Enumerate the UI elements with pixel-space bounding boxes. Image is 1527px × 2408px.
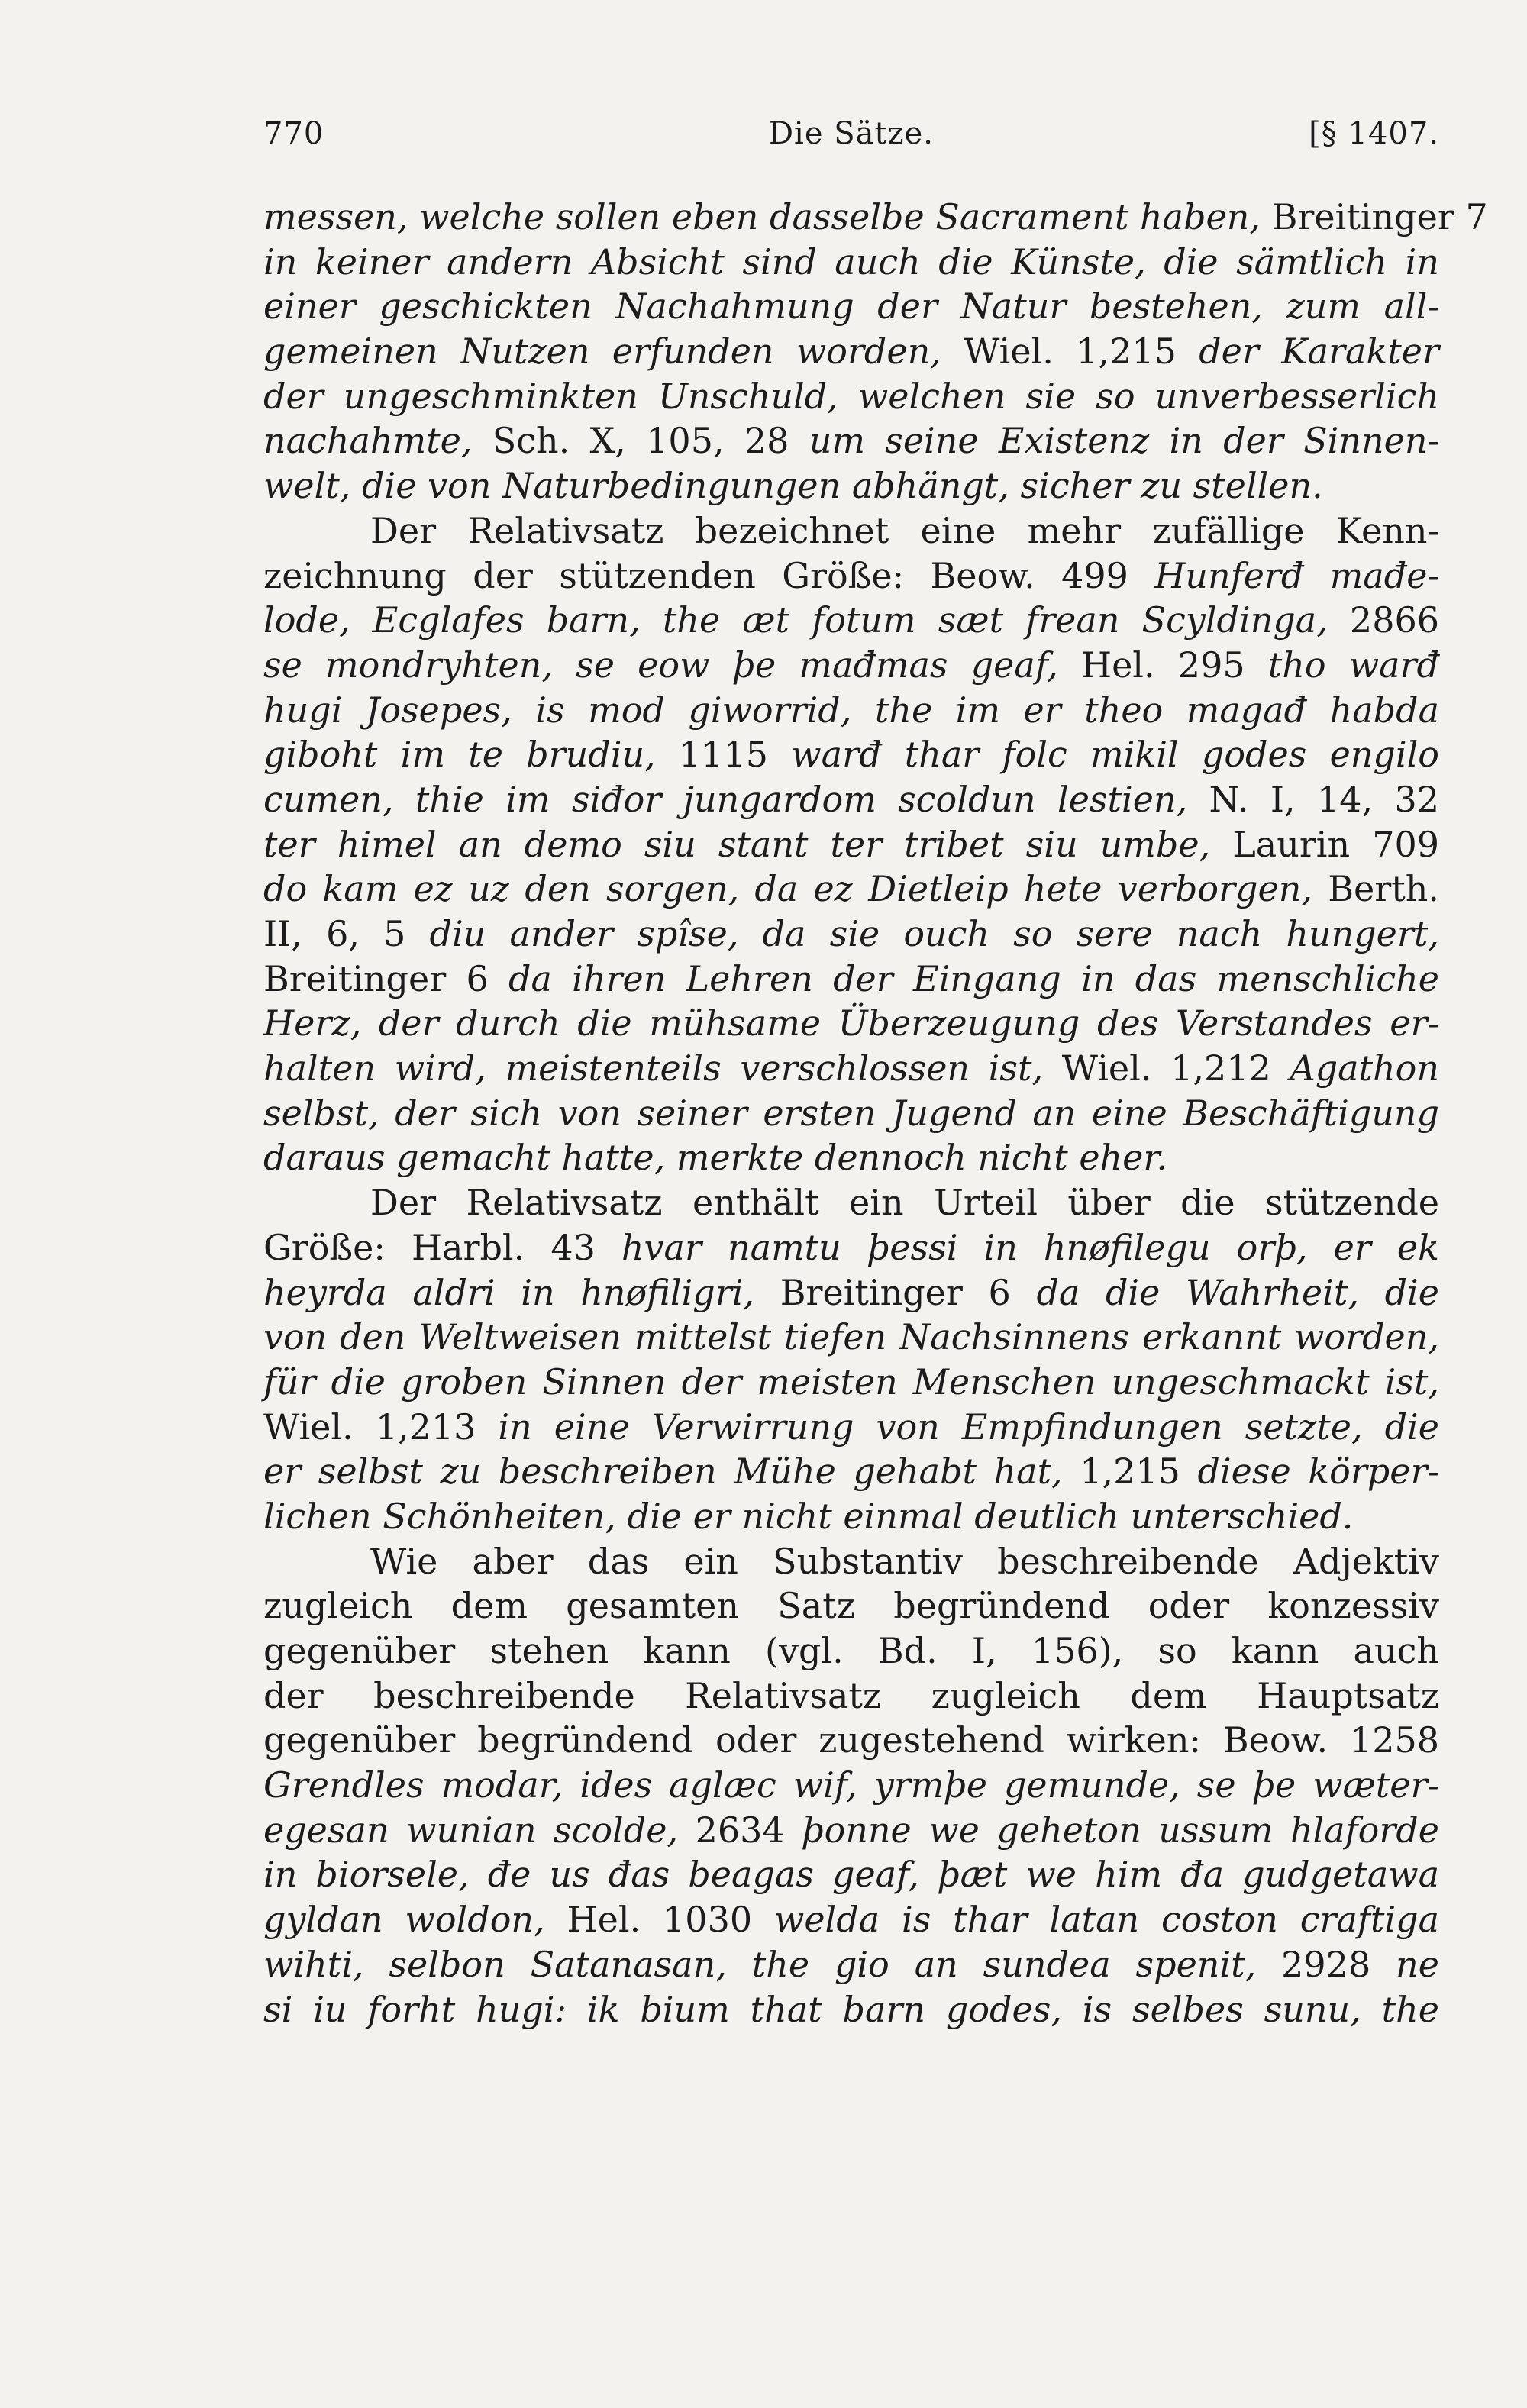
text-line [263,643,1439,688]
page-number: 770 [263,116,324,151]
quotation-segment: einer geschickten Nachahmung der Natur bestehen, zum all- [263,286,1439,328]
quotation-segment: Grendles modar, ides aglæc wif, yrmþe gemunde, se þe wæter- [263,1764,1439,1806]
citation-segment: N. I, 14, 32 [1209,778,1439,820]
quotation-segment: hugi Josepes, is mod giworrid, the im er theo magađ habda [263,689,1439,731]
quotation-segment: für die groben Sinnen der meisten Menschen ungeschmackt ist, [263,1361,1439,1403]
text-line [263,1315,1439,1360]
text-line [263,463,1439,508]
citation-segment: Der Relativsatz bezeichnet eine mehr zufällige Kenn- [370,509,1439,551]
quotation-segment: welt, die von Naturbedingungen abhängt, sicher zu stellen. [263,465,1323,507]
text-line [263,554,1439,599]
citation-segment: Breitinger 6 [780,1271,1037,1313]
citation-segment: zeichnung der stützenden Größe: Beow. 499 [263,554,1155,596]
quotation-segment: Hunferđ mađe- [1154,554,1439,596]
text-line [263,284,1439,329]
citation-segment: 2928 [1281,1943,1396,1985]
quotation-segment: gemeinen Nutzen erfunden worden, [263,331,964,373]
quotation-segment: Agathon [1290,1047,1439,1089]
quotation-segment: selbst, der sich von seiner ersten Jugend an eine Beschäftigung [263,1092,1439,1134]
quotation-segment: er selbst zu beschreiben Mühe gehabt hat, [263,1451,1080,1493]
text-line [263,1180,1439,1225]
quotation-segment: der ungeschminkten Unschuld, welchen sie so unverbesserlich [263,375,1439,417]
quotation-segment: nachahmte, [263,420,492,462]
quotation-segment: in eine Verwirrung von Empfindungen setzte, die [498,1406,1439,1448]
text-line [263,1539,1439,1584]
text-line [263,732,1439,777]
quotation-segment: diese körper- [1197,1451,1439,1493]
quotation-segment: von den Weltweisen mittelst tiefen Nachsinnens erkannt worden, [263,1316,1439,1358]
citation-segment: Wiel. 1,212 [1061,1047,1290,1089]
text-line [263,374,1439,419]
text-line [263,1449,1439,1494]
text-line [263,1763,1439,1808]
text-line [263,1897,1439,1942]
citation-segment: 1,215 [1080,1451,1198,1493]
quotation-segment: se mondryhten, se eow þe mađmas geaf, [263,644,1081,686]
quotation-segment: um seine Existenz in der Sinnen- [809,420,1439,462]
quotation-segment: lode, Ecglafes barn, the æt fotum sæt frean Scyldinga, [263,599,1350,641]
quotation-segment: halten wird, meistenteils verschlossen ist, [263,1047,1062,1089]
quotation-segment: daraus gemacht hatte, merkte dennoch nicht eher. [263,1137,1167,1179]
quotation-segment: diu ander spîse, da sie ouch so sere nach hungert, [429,913,1439,954]
citation-segment: der beschreibende Relativsatz zugleich dem Hauptsatz [263,1674,1439,1716]
quotation-segment: egesan wunian scolde, [263,1809,696,1851]
text-line [263,508,1439,554]
quotation-segment: ne [1396,1943,1439,1985]
citation-segment: 2634 [695,1809,802,1851]
citation-segment: Wiel. 1,215 [964,331,1199,373]
text-line [263,1808,1439,1853]
text-line [263,912,1439,957]
text-line [263,1091,1439,1136]
quotation-segment: gyldan woldon, [263,1899,567,1941]
text-line [263,1674,1439,1719]
citation-segment: Der Relativsatz enthält ein Urteil über die stützende [370,1182,1439,1224]
text-line [263,195,1488,240]
quotation-segment: in keiner andern Absicht sind auch die Künste, die sämtlich in [263,240,1439,282]
running-title: Die Sätze. [768,116,935,151]
quotation-segment: warđ thar folc mikil godes engilo [791,734,1439,776]
quotation-segment: ter himel an demo siu stant ter tribet siu umbe, [263,823,1233,865]
text-line [263,418,1439,463]
text-line [263,688,1439,733]
text-line [263,1046,1439,1091]
quotation-segment: cumen, thie im siđor jungardom scoldun lestien, [263,778,1209,820]
text-line [263,1583,1439,1628]
citation-segment: Sch. X, 105, 28 [492,420,809,462]
text-line [263,1494,1439,1539]
quotation-segment: da ihren Lehren der Eingang in das menschliche [508,957,1439,999]
text-line [263,1405,1439,1450]
text-line [263,867,1439,912]
text-line [263,1001,1439,1046]
citation-segment: gegenüber begründend oder zugestehend wirken: Beow. 1258 [263,1719,1439,1761]
citation-segment: Berth. [1328,868,1439,910]
quotation-segment: Herz, der durch die mühsame Überzeugung des Verstandes er- [263,1002,1439,1044]
text-line [263,1225,1439,1270]
section-number: [§ 1407. [1309,116,1439,151]
citation-segment: Laurin 709 [1232,823,1439,865]
quotation-segment: tho warđ [1267,644,1439,686]
citation-segment: Wie aber das ein Substantiv beschreibende Adjektiv [370,1540,1439,1582]
text-line [263,1987,1439,2032]
text-line [263,1135,1439,1180]
citation-segment: Breitinger 7 [1271,196,1488,237]
quotation-segment: welda is thar latan coston craftiga [773,1899,1440,1941]
citation-segment: II, 6, 5 [263,913,430,954]
citation-segment: Größe: Harbl. 43 [263,1226,621,1268]
citation-segment: Wiel. 1,213 [263,1406,499,1448]
quotation-segment: þonne we geheton ussum hlaforde [802,1809,1439,1851]
citation-segment: Hel. 1030 [567,1899,774,1941]
quotation-segment: wihti, selbon Satanasan, the gio an sundea spenit, [263,1943,1282,1985]
citation-segment: 1115 [678,734,792,776]
body-text [263,195,1488,2032]
quotation-segment: lichen Schönheiten, die er nicht einmal deutlich unterschied. [263,1495,1354,1537]
text-line [263,598,1439,643]
text-line [263,1852,1439,1897]
text-line [263,822,1439,867]
text-line [263,1360,1439,1405]
text-line [263,1942,1439,1987]
quotation-segment: do kam ez uz den sorgen, da ez Dietleip hete verborgen, [263,868,1328,910]
text-line [263,329,1439,374]
citation-segment: 2866 [1349,599,1439,641]
text-line [263,1718,1439,1763]
quotation-segment: in biorsele, đe us đas beagas geaf, þæt we him đa gudgetawa [263,1854,1439,1896]
text-line [263,957,1439,1002]
quotation-segment: giboht im te brudiu, [263,734,679,776]
quotation-segment: der Karakter [1199,331,1439,373]
quotation-segment: da die Wahrheit, die [1036,1271,1439,1313]
text-line [263,1270,1439,1315]
text-line [263,1628,1439,1674]
quotation-segment: si iu forht hugi: ik bium that barn godes, is selbes sunu, the [263,1988,1439,2030]
quotation-segment: hvar namtu þessi in hnøfilegu orþ, er ek [621,1226,1439,1268]
citation-segment: Hel. 295 [1080,644,1268,686]
citation-segment: zugleich dem gesamten Satz begründend oder konzessiv [263,1585,1439,1627]
text-line [263,240,1439,285]
text-line [263,777,1439,822]
quotation-segment: heyrda aldri in hnøfiligri, [263,1271,780,1313]
running-head [263,116,1439,162]
citation-segment: gegenüber stehen kann (vgl. Bd. I, 156), so kann auch [263,1630,1439,1671]
citation-segment: Breitinger 6 [263,957,509,999]
quotation-segment: messen, welche sollen eben dasselbe Sacrament haben, [263,196,1272,237]
